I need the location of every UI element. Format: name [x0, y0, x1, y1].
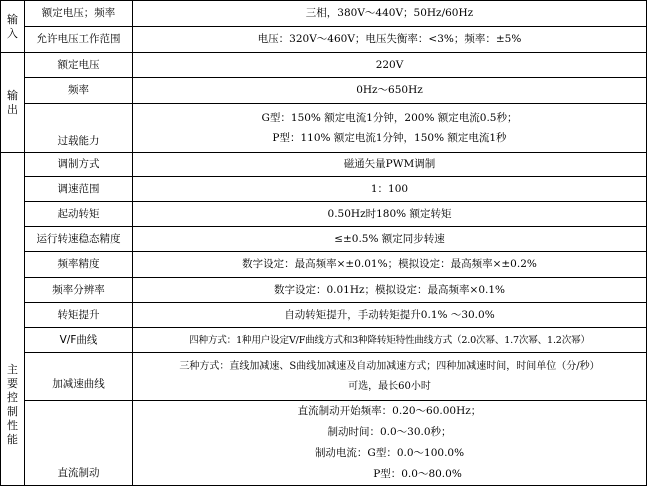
row-value: ≤±0.5% 额定同步转速 [133, 227, 647, 252]
row-value: 1：100 [133, 177, 647, 202]
table-row [1, 177, 647, 202]
row-label: 频率分辨率 [25, 278, 133, 303]
row-label: 直流制动 [25, 401, 133, 486]
group-output-label: 输 出 [1, 53, 25, 153]
dc-brake-line-4: P型：0.0～80.0% [373, 468, 462, 480]
group-input-label: 输 入 [1, 1, 25, 53]
table-row [1, 227, 647, 252]
row-label: 运行转速稳态精度 [25, 227, 133, 252]
overload-p-line: P型：110% 额定电流1分钟，150% 额定电流1秒 [272, 132, 507, 144]
row-label: 允许电压工作范围 [25, 27, 133, 53]
row-value: 0Hz～650Hz [133, 78, 647, 104]
row-value: 220V [133, 53, 647, 78]
table-row [1, 328, 647, 353]
table-row [1, 78, 647, 104]
group-control-label: 主 要 控 制 性 能 [1, 153, 25, 486]
table-row [1, 1, 647, 27]
row-value: 数字设定：最高频率×±0.01%；模拟设定：最高频率×±0.2% [133, 252, 647, 278]
table-row [1, 153, 647, 177]
row-label: 加减速曲线 [25, 353, 133, 401]
table-row [1, 104, 647, 153]
dc-brake-line-2: 制动时间：0.0～30.0秒； [327, 426, 452, 438]
row-value [133, 353, 647, 401]
row-label: 额定电压；频率 [25, 1, 133, 27]
table-row [1, 303, 647, 328]
row-value: 自动转矩提升，手动转矩提升0.1% ～30.0% [133, 303, 647, 328]
table-row [1, 53, 647, 78]
table-row [1, 278, 647, 303]
row-value: 磁通矢量PWM调制 [133, 153, 647, 177]
row-value: 0.50Hz时180% 额定转矩 [133, 202, 647, 227]
dc-brake-line-1: 直流制动开始频率：0.20～60.00Hz； [297, 405, 482, 417]
row-label: 转矩提升 [25, 303, 133, 328]
table-row [1, 401, 647, 486]
row-value: 数字设定：0.01Hz；模拟设定：最高频率×0.1% [133, 278, 647, 303]
row-label: 频率精度 [25, 252, 133, 278]
table-row [1, 27, 647, 53]
accel-line-1: 三种方式：直线加减速、S曲线加减速及自动加减速方式；四种加减速时间，时间单位（分/秒） [179, 360, 600, 372]
table-row [1, 353, 647, 401]
row-value [133, 401, 647, 486]
table-row [1, 202, 647, 227]
overload-g-line: G型：150% 额定电流1分钟，200% 额定电流0.5秒； [261, 112, 518, 124]
row-value: 电压：320V～460V；电压失衡率：<3%；频率：±5% [133, 27, 647, 53]
accel-line-2: 可选，最长60小时 [348, 380, 431, 392]
row-value: 三相，380V～440V；50Hz/60Hz [133, 1, 647, 27]
row-label: 过载能力 [25, 104, 133, 153]
row-value [133, 104, 647, 153]
row-label: V/F曲线 [25, 328, 133, 353]
row-label: 频率 [25, 78, 133, 104]
row-label: 调速范围 [25, 177, 133, 202]
table-row [1, 252, 647, 278]
row-label: 额定电压 [25, 53, 133, 78]
row-label: 起动转矩 [25, 202, 133, 227]
dc-brake-line-3: 制动电流：G型：0.0～100.0% [314, 447, 465, 459]
row-label: 调制方式 [25, 153, 133, 177]
row-value: 四种方式：1种用户设定V/F曲线方式和3种降转矩特性曲线方式（2.0次幂、1.7次幂、1.2次幂） [133, 328, 647, 353]
